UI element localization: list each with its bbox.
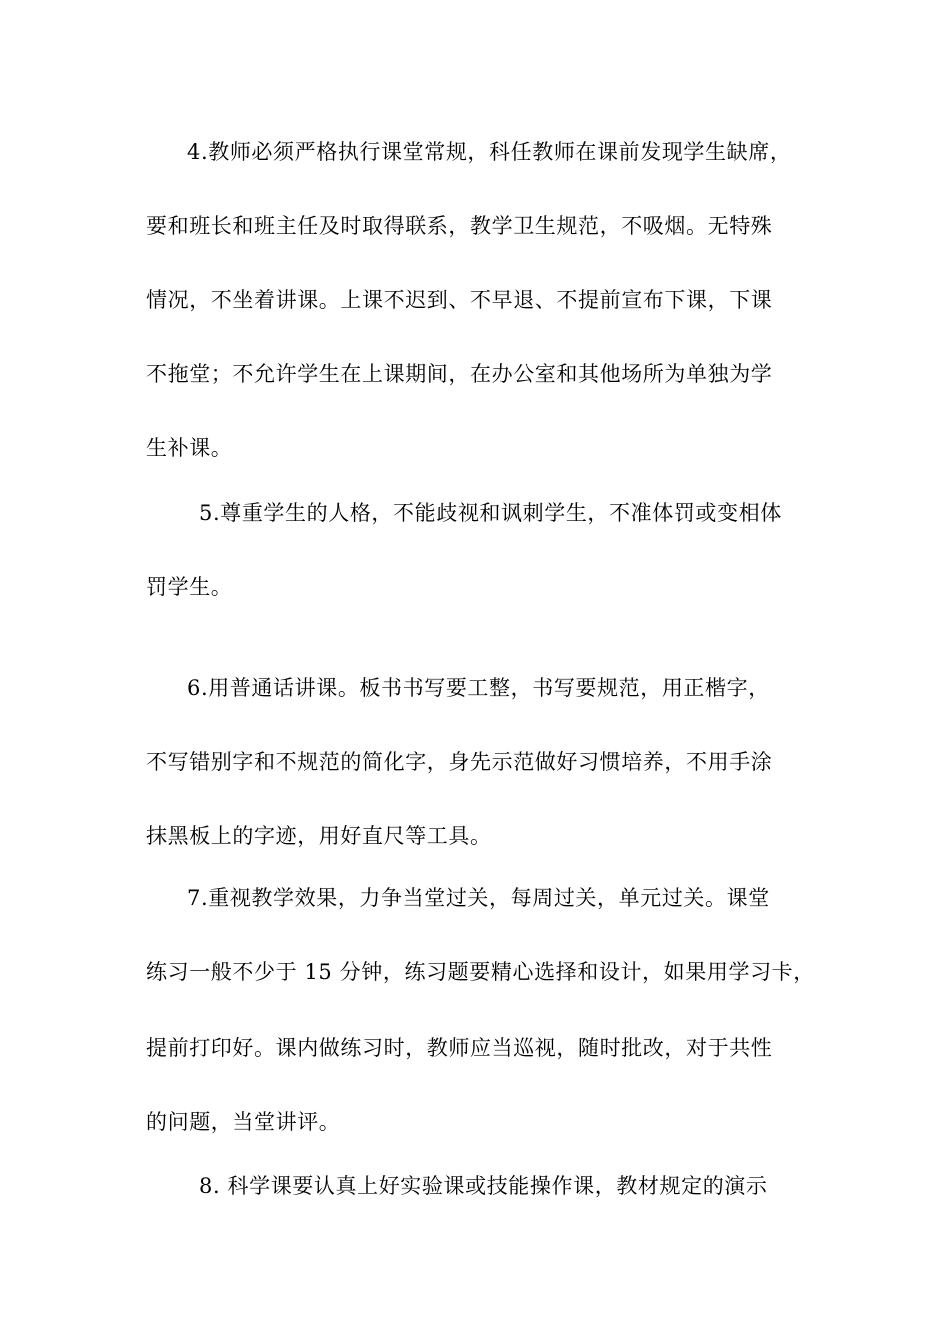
paragraph-line: 5.尊重学生的人格，不能歧视和讽刺学生，不准体罚或变相体	[199, 501, 782, 525]
paragraph-line: 8. 科学课要认真上好实验课或技能操作课，教材规定的演示	[199, 1174, 768, 1198]
paragraph-line: 抹黑板上的字迹，用好直尺等工具。	[146, 824, 492, 848]
paragraph-line: 情况，不坐着讲课。上课不迟到、不早退、不提前宣布下课，下课	[146, 288, 773, 312]
paragraph-line: 生补课。	[146, 436, 233, 460]
paragraph-line: 不写错别字和不规范的简化字，身先示范做好习惯培养，不用手涂	[146, 750, 773, 774]
paragraph-line: 4.教师必须严格执行课堂常规，科任教师在课前发现学生缺席，	[187, 140, 792, 164]
paragraph-line: 6.用普通话讲课。板书书写要工整，书写要规范，用正楷字，	[187, 676, 770, 700]
paragraph-line: 不拖堂；不允许学生在上课期间，在办公室和其他场所为单独为学	[146, 362, 773, 386]
paragraph-line: 提前打印好。课内做练习时，教师应当巡视，随时批改，对于共性	[146, 1036, 773, 1060]
paragraph-line: 罚学生。	[146, 575, 233, 599]
paragraph-line: 的问题，当堂讲评。	[146, 1110, 341, 1134]
paragraph-line: 练习一般不少于 15 分钟，练习题要精心选择和设计，如果用学习卡，	[146, 960, 815, 984]
paragraph-line: 要和班长和班主任及时取得联系，教学卫生规范，不吸烟。无特殊	[146, 214, 773, 238]
paragraph-line: 7.重视教学效果，力争当堂过关，每周过关，单元过关。课堂	[187, 886, 770, 910]
